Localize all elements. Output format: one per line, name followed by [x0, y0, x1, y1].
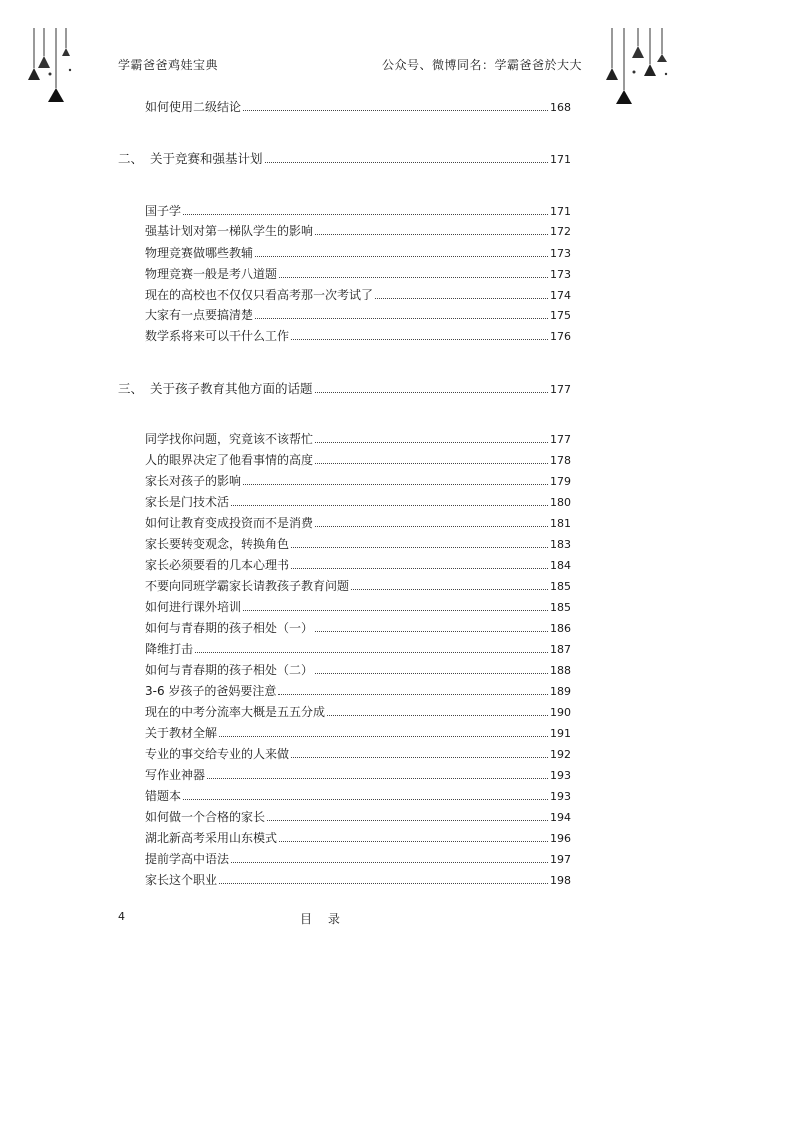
- toc-entry-page: 179: [550, 475, 571, 488]
- leader-dots: [315, 451, 548, 464]
- toc-entry[interactable]: [145, 244, 571, 262]
- leader-dots: [315, 222, 548, 235]
- hanging-tree-ornament-icon: [22, 28, 82, 108]
- leader-dots: [278, 682, 548, 695]
- leader-dots: [267, 808, 548, 821]
- leader-dots: [231, 850, 548, 863]
- section-number: 二、: [118, 151, 144, 166]
- toc-entry[interactable]: [145, 640, 571, 658]
- section-number: 三、: [118, 381, 144, 396]
- leader-dots: [315, 514, 548, 527]
- leader-dots: [291, 535, 548, 548]
- toc-entry-title: 如何与青春期的孩子相处（一）: [145, 621, 314, 635]
- toc-entry-page: 190: [550, 706, 571, 719]
- toc-entry-page: 185: [550, 580, 571, 593]
- toc-entry[interactable]: [145, 306, 571, 324]
- toc-entry-page: 172: [550, 225, 571, 238]
- toc-entry-title: 3-6 岁孩子的爸妈要注意: [145, 684, 277, 698]
- toc-entry-title: 家长这个职业: [145, 873, 218, 887]
- leader-dots: [291, 745, 548, 758]
- toc-entry-page: 193: [550, 769, 571, 782]
- toc-entry-title: 家长是门技术活: [145, 495, 230, 509]
- toc-entry-page: 189: [550, 685, 571, 698]
- leader-dots: [243, 98, 548, 111]
- toc-entry[interactable]: [145, 202, 571, 220]
- toc-entry[interactable]: [145, 286, 571, 304]
- leader-dots: [255, 306, 548, 319]
- leader-dots: [219, 724, 548, 737]
- section-page: 177: [550, 383, 571, 396]
- toc-entry[interactable]: [145, 451, 571, 469]
- toc-entry-page: 171: [550, 205, 571, 218]
- toc-entry[interactable]: [145, 556, 571, 574]
- toc-entry[interactable]: [145, 787, 571, 805]
- header-book-title: 学霸爸爸鸡娃宝典: [118, 58, 219, 72]
- toc-entry[interactable]: [145, 430, 571, 448]
- toc-section-heading[interactable]: [118, 150, 571, 168]
- toc-entry-title: 如何使用二级结论: [145, 100, 242, 114]
- toc-entry-title: 强基计划对第一梯队学生的影响: [145, 224, 314, 238]
- toc-entry-page: 174: [550, 289, 571, 302]
- leader-dots: [207, 766, 548, 779]
- toc-entry-title: 家长要转变观念，转换角色: [145, 537, 290, 551]
- leader-dots: [375, 286, 548, 299]
- leader-dots: [183, 787, 548, 800]
- toc-entry[interactable]: [145, 808, 571, 826]
- section-title: 关于竞赛和强基计划: [150, 151, 263, 166]
- toc-entry-page: 193: [550, 790, 571, 803]
- leader-dots: [279, 265, 548, 278]
- toc-entry-page: 183: [550, 538, 571, 551]
- toc-entry[interactable]: [145, 577, 571, 595]
- toc-entry-title: 错题本: [145, 789, 182, 803]
- leader-dots: [195, 640, 548, 653]
- toc-entry[interactable]: [145, 766, 571, 784]
- leader-dots: [279, 829, 548, 842]
- toc-entry-title: 现在的中考分流率大概是五五分成: [145, 705, 326, 719]
- toc-entry-title: 如何与青春期的孩子相处（二）: [145, 663, 314, 677]
- leader-dots: [315, 661, 548, 674]
- toc-entry-page: 180: [550, 496, 571, 509]
- leader-dots: [243, 472, 548, 485]
- toc-entry-page: 168: [550, 101, 571, 114]
- leader-dots: [243, 598, 548, 611]
- toc-entry-page: 173: [550, 268, 571, 281]
- leader-dots: [351, 577, 548, 590]
- toc-entry-title: 如何进行课外培训: [145, 600, 242, 614]
- toc-entry[interactable]: [145, 724, 571, 742]
- toc-entry[interactable]: [145, 472, 571, 490]
- toc-entry[interactable]: [145, 493, 571, 511]
- toc-entry[interactable]: [145, 598, 571, 616]
- toc-entry-title: 物理竞赛一般是考八道题: [145, 267, 278, 281]
- hanging-tree-ornament-icon: [604, 28, 674, 108]
- toc-entry-title: 专业的事交给专业的人来做: [145, 747, 290, 761]
- toc-entry-title: 写作业神器: [145, 768, 206, 782]
- toc-entry[interactable]: [145, 745, 571, 763]
- leader-dots: [255, 244, 548, 257]
- toc-entry[interactable]: [145, 829, 571, 847]
- toc-entry-page: 175: [550, 309, 571, 322]
- toc-entry[interactable]: [145, 222, 571, 240]
- toc-entry[interactable]: [145, 871, 571, 889]
- toc-entry-page: 196: [550, 832, 571, 845]
- toc-entry[interactable]: [145, 661, 571, 679]
- toc-entry[interactable]: [145, 619, 571, 637]
- leader-dots: [265, 150, 548, 163]
- toc-entry-title: 如何让教育变成投资而不是消费: [145, 516, 314, 530]
- leader-dots: [315, 619, 548, 632]
- toc-entry[interactable]: [145, 682, 571, 700]
- leader-dots: [183, 202, 548, 215]
- leader-dots: [219, 871, 548, 884]
- toc-entry-page: 178: [550, 454, 571, 467]
- toc-entry-page: 191: [550, 727, 571, 740]
- toc-entry-title: 人的眼界决定了他看事情的高度: [145, 453, 314, 467]
- toc-entry-title: 物理竞赛做哪些教辅: [145, 246, 254, 260]
- toc-entry-page: 192: [550, 748, 571, 761]
- toc-entry[interactable]: [145, 514, 571, 532]
- leader-dots: [231, 493, 548, 506]
- toc-entry-page: 173: [550, 247, 571, 260]
- toc-entry-title: 家长必须要看的几本心理书: [145, 558, 290, 572]
- toc-entry-title: 现在的高校也不仅仅只看高考那一次考试了: [145, 288, 374, 302]
- toc-entry-title: 湖北新高考采用山东模式: [145, 831, 278, 845]
- toc-entry-title: 大家有一点要搞清楚: [145, 308, 254, 322]
- toc-section-heading[interactable]: [118, 380, 571, 398]
- toc-entry-title: 国子学: [145, 204, 182, 218]
- toc-entry-title: 提前学高中语法: [145, 852, 230, 866]
- footer-title: 目 录: [300, 912, 346, 926]
- leader-dots: [327, 703, 548, 716]
- page-number: 4: [118, 910, 125, 923]
- toc-entry[interactable]: [145, 265, 571, 283]
- toc-entry-page: 184: [550, 559, 571, 572]
- leader-dots: [315, 380, 548, 393]
- toc-entry[interactable]: [145, 850, 571, 868]
- leader-dots: [291, 556, 548, 569]
- toc-entry-page: 188: [550, 664, 571, 677]
- section-title: 关于孩子教育其他方面的话题: [150, 381, 313, 396]
- toc-entry-title: 如何做一个合格的家长: [145, 810, 266, 824]
- toc-entry-title: 不要向同班学霸家长请教孩子教育问题: [145, 579, 350, 593]
- toc-entry[interactable]: [145, 327, 571, 345]
- toc-entry-page: 176: [550, 330, 571, 343]
- toc-entry-title: 降维打击: [145, 642, 194, 656]
- section-page: 171: [550, 153, 571, 166]
- toc-entry-title: 关于教材全解: [145, 726, 218, 740]
- toc-entry-page: 177: [550, 433, 571, 446]
- toc-entry[interactable]: [145, 535, 571, 553]
- leader-dots: [291, 327, 548, 340]
- header-account-info: 公众号、微博同名：学霸爸爸於大大: [381, 58, 582, 72]
- toc-entry-page: 194: [550, 811, 571, 824]
- toc-entry-page: 185: [550, 601, 571, 614]
- toc-entry-page: 181: [550, 517, 571, 530]
- toc-entry-page: 187: [550, 643, 571, 656]
- toc-entry-page: 198: [550, 874, 571, 887]
- toc-entry[interactable]: [145, 703, 571, 721]
- leader-dots: [315, 430, 548, 443]
- toc-entry[interactable]: [145, 98, 571, 116]
- toc-entry-title: 家长对孩子的影响: [145, 474, 242, 488]
- toc-entry-page: 186: [550, 622, 571, 635]
- toc-entry-page: 197: [550, 853, 571, 866]
- toc-entry-title: 数学系将来可以干什么工作: [145, 329, 290, 343]
- toc-entry-title: 同学找你问题，究竟该不该帮忙: [145, 432, 314, 446]
